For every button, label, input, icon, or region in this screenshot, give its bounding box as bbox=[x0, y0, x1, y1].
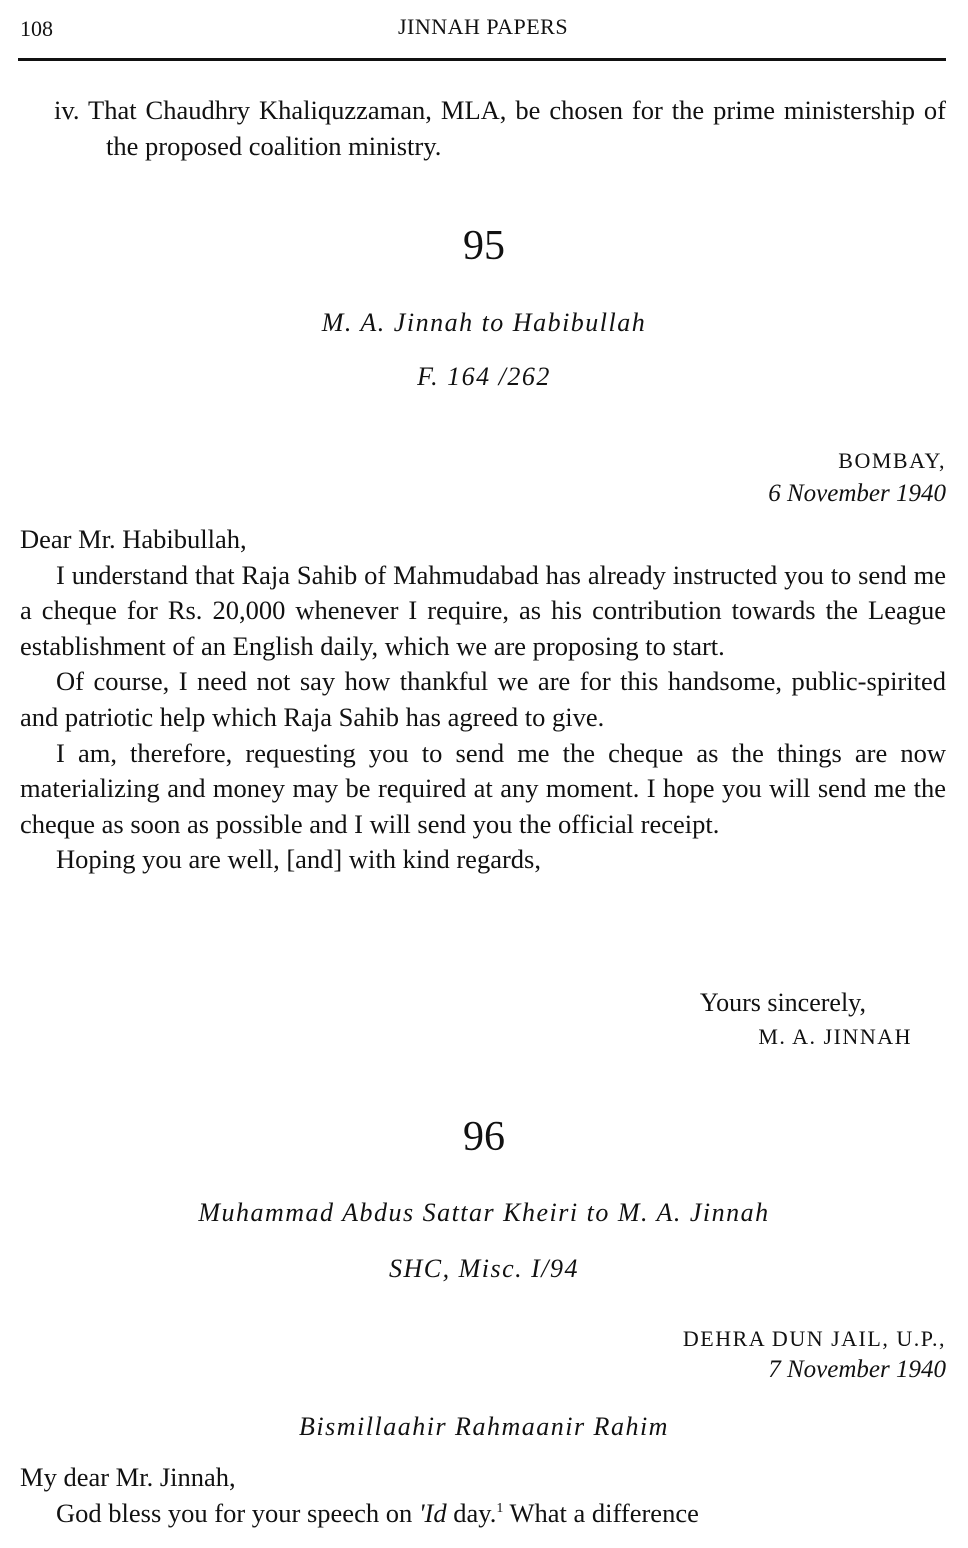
document-96-paragraph-1 bbox=[20, 1496, 946, 1532]
document-95-place: BOMBAY, bbox=[838, 448, 946, 473]
document-95-closing: Yours sincerely, bbox=[699, 988, 866, 1017]
footnote-marker[interactable]: 1 bbox=[496, 1500, 504, 1516]
document-96-place: DEHRA DUN JAIL, U.P., bbox=[682, 1326, 946, 1351]
document-95-title: M. A. Jinnah to Habibullah bbox=[321, 308, 647, 337]
carryover-item-iv: iv. That Chaudhry Khaliquzzaman, MLA, be chosen for the prime ministership of the proposed coalition ministry. bbox=[54, 95, 946, 161]
document-96-salutation: My dear Mr. Jinnah, bbox=[20, 1462, 236, 1492]
header-rule bbox=[18, 58, 946, 61]
document-95-paragraph-3: I am, therefore, requesting you to send me the cheque as the things are now materializing and money may be required at any moment. I hope you will send me the cheque as soon as possible and I will send you the official receipt. bbox=[20, 737, 946, 839]
document-96-opening-before: God bless you for your speech on bbox=[56, 1497, 419, 1528]
document-96-letter-body bbox=[20, 1460, 946, 1531]
document-96-opening-mid: day. bbox=[446, 1497, 497, 1528]
document-95-paragraph-2: Of course, I need not say how thankful we are for this handsome, public-spirited and patriotic help which Raja Sahib has agreed to give. bbox=[20, 666, 946, 732]
document-96-opening-after: What a difference bbox=[503, 1497, 699, 1528]
document-95-letter-body bbox=[20, 522, 946, 878]
document-95-paragraph-4: Hoping you are well, [and] with kind regards, bbox=[56, 844, 541, 875]
document-number-95: 95 bbox=[463, 223, 505, 269]
document-96-reference: SHC, Misc. I/94 bbox=[388, 1254, 580, 1283]
document-95-paragraph-1: I understand that Raja Sahib of Mahmudabad has already instructed you to send me a cheque for Rs. 20,000 whenever I require, as his contribution towards the League establishment of an English daily, which we are proposing to start. bbox=[20, 559, 946, 661]
page-number: 108 bbox=[20, 16, 53, 41]
document-96-id-word: 'Id bbox=[418, 1497, 447, 1528]
running-head: JINNAH PAPERS bbox=[397, 14, 569, 39]
document-96-date: 7 November 1940 bbox=[768, 1356, 946, 1383]
document-96-title: Muhammad Abdus Sattar Kheiri to M. A. Jinnah bbox=[198, 1198, 770, 1227]
document-95-reference: F. 164 /262 bbox=[417, 362, 551, 391]
document-95-signature: M. A. JINNAH bbox=[758, 1024, 912, 1049]
document-number-96: 96 bbox=[463, 1114, 505, 1160]
document-96-invocation: Bismillaahir Rahmaanir Rahim bbox=[299, 1412, 669, 1441]
document-95-date: 6 November 1940 bbox=[768, 480, 946, 507]
document-95-salutation: Dear Mr. Habibullah, bbox=[20, 524, 247, 554]
page-header bbox=[20, 14, 946, 44]
